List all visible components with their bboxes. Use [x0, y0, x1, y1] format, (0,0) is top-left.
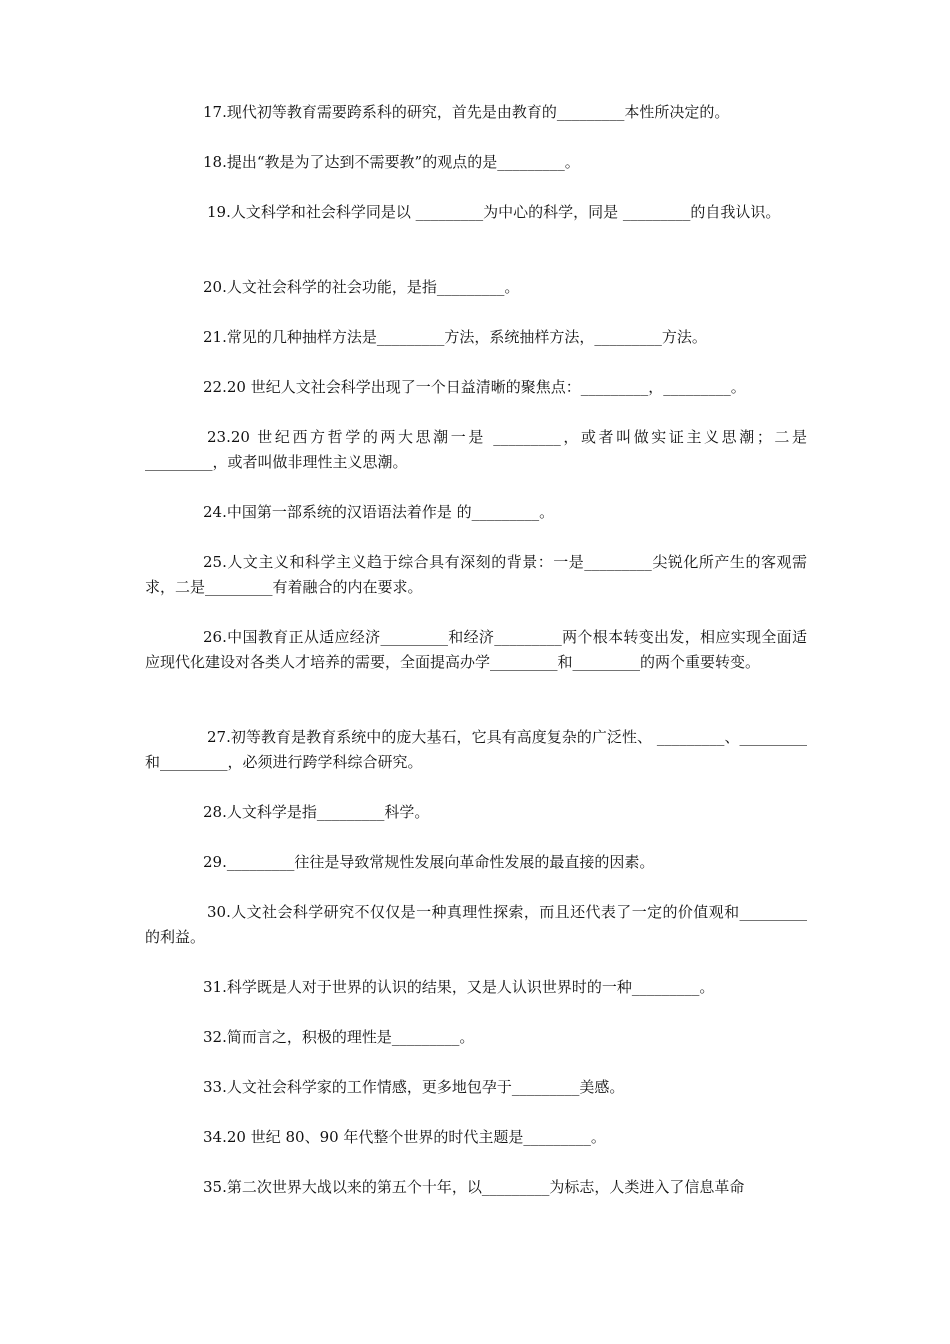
- question-21: 21.常见的几种抽样方法是_________方法，系统抽样方法，_________方法。: [203, 328, 707, 346]
- question-35: 35.第二次世界大战以来的第五个十年，以_________为标志，人类进入了信息革命: [203, 1178, 745, 1196]
- question-29: 29._________往往是导致常规性发展向革命性发展的最直接的因素。: [203, 853, 655, 871]
- question-25: 25.人文主义和科学主义趋于综合具有深刻的背景：一是_________尖锐化所产生的客观需求，二是_________有着融合的内在要求。: [145, 553, 807, 596]
- question-33: 33.人文社会科学家的工作情感，更多地包孕于_________美感。: [203, 1078, 625, 1096]
- question-28: 28.人文科学是指_________科学。: [203, 803, 430, 821]
- question-19: 19.人文科学和社会科学同是以 _________为中心的科学，同是 _________的自我认识。: [207, 203, 781, 221]
- question-30: 30.人文社会科学研究不仅仅是一种真理性探索，而且还代表了一定的价值观和_________的利益。: [145, 903, 807, 946]
- question-23: 23.20 世纪西方哲学的两大思潮一是 _________，或者叫做实证主义思潮；二是_________，或者叫做非理性主义思潮。: [145, 428, 807, 471]
- question-27: 27.初等教育是教育系统中的庞大基石，它具有高度复杂的广泛性、 _________、_________和_________，必须进行跨学科综合研究。: [145, 728, 807, 771]
- question-22: 22.20 世纪人文社会科学出现了一个日益清晰的聚焦点：_________，_________。: [203, 378, 746, 396]
- question-31: 31.科学既是人对于世界的认识的结果，又是人认识世界时的一种_________。: [203, 978, 715, 996]
- question-24: 24.中国第一部系统的汉语语法着作是 的_________。: [203, 503, 555, 521]
- question-18: 18.提出“教是为了达到不需要教”的观点的是_________。: [203, 153, 580, 171]
- question-17: 17.现代初等教育需要跨系科的研究，首先是由教育的_________本性所决定的。: [203, 103, 730, 121]
- question-32: 32.简而言之，积极的理性是_________。: [203, 1028, 475, 1046]
- question-34: 34.20 世纪 80、90 年代整个世界的时代主题是_________。: [203, 1128, 606, 1146]
- question-26: 26.中国教育正从适应经济_________和经济_________两个根本转变出发，相应实现全面适应现代化建设对各类人才培养的需要，全面提高办学_________和_________的两个重要转变。: [145, 628, 807, 671]
- question-20: 20.人文社会科学的社会功能，是指_________。: [203, 278, 520, 296]
